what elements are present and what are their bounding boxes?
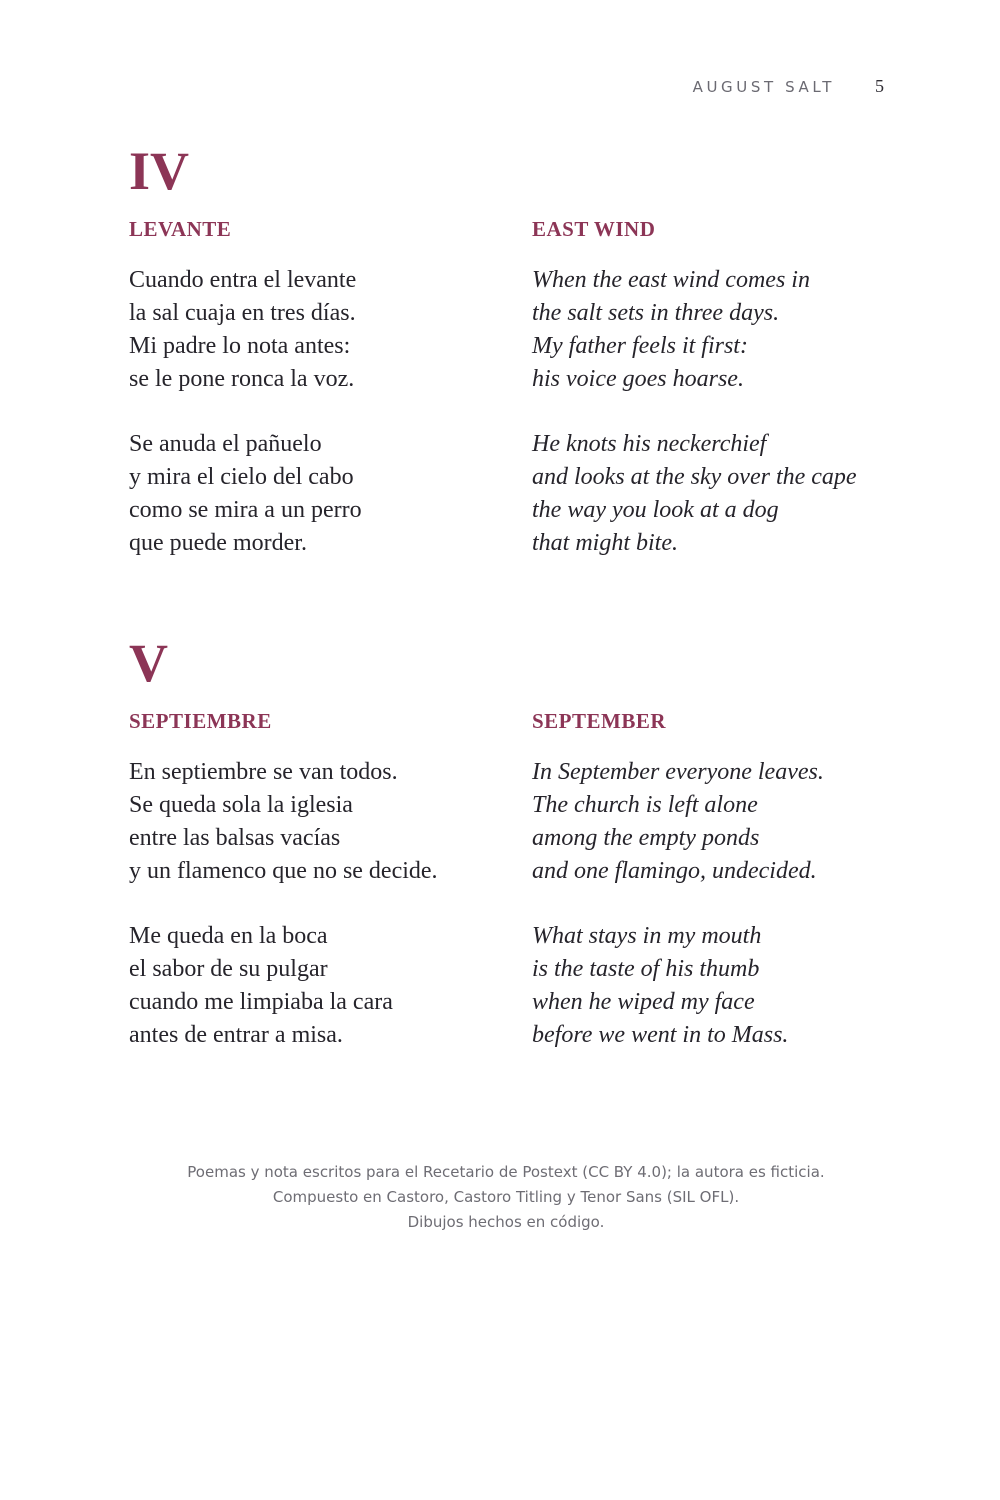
colophon-line: Compuesto en Castoro, Castoro Titling y Tenor Sans (SIL OFL).: [272, 1188, 740, 1206]
page-number: 5: [875, 76, 884, 96]
poem-section-v: [129, 632, 889, 1084]
translation-column: [532, 708, 889, 1084]
verse-line: among the empty ponds: [532, 825, 760, 851]
verse-line: y un flamenco que no se decide.: [129, 858, 438, 884]
stanza: [129, 428, 532, 560]
verse-line: When the east wind comes in: [532, 267, 810, 293]
stanza: [129, 920, 532, 1052]
stanza: [532, 920, 889, 1052]
verse-line: The church is left alone: [532, 792, 758, 818]
verse-line: como se mira a un perro: [129, 497, 362, 523]
verse-line: the salt sets in three days.: [532, 300, 780, 326]
verse-line: before we went in to Mass.: [532, 1022, 789, 1048]
stanza: [129, 756, 532, 888]
colophon: [0, 1160, 1000, 1235]
stanza: [129, 264, 532, 396]
poem-title: SEPTEMBER: [532, 709, 667, 733]
verse-line: Se queda sola la iglesia: [129, 792, 353, 818]
running-title: AUGUST SALT: [692, 78, 835, 96]
verse-line: He knots his neckerchief: [532, 431, 767, 457]
verse-line: y mira el cielo del cabo: [129, 464, 354, 490]
section-numeral: V: [129, 633, 168, 693]
poem-section-iv: [129, 140, 889, 592]
verse-line: My father feels it first:: [532, 333, 748, 359]
verse-line: Se anuda el pañuelo: [129, 431, 322, 457]
verse-line: que puede morder.: [129, 530, 307, 556]
verse-line: cuando me limpiaba la cara: [129, 989, 393, 1015]
poem-columns: [129, 216, 889, 592]
verse-line: Me queda en la boca: [129, 923, 328, 949]
verse-line: se le pone ronca la voz.: [129, 366, 355, 392]
stanza: [532, 428, 889, 560]
section-numeral: IV: [129, 141, 190, 201]
colophon-line: Dibujos hechos en código.: [407, 1213, 605, 1231]
original-column: [129, 708, 532, 1084]
verse-line: En septiembre se van todos.: [129, 759, 398, 785]
verse-line: antes de entrar a misa.: [129, 1022, 343, 1048]
verse-line: entre las balsas vacías: [129, 825, 341, 851]
verse-line: la sal cuaja en tres días.: [129, 300, 356, 326]
verse-line: his voice goes hoarse.: [532, 366, 744, 392]
verse-line: Cuando entra el levante: [129, 267, 357, 293]
verse-line: is the taste of his thumb: [532, 956, 760, 982]
verse-line: and one flamingo, undecided.: [532, 858, 817, 884]
running-head: [693, 76, 884, 97]
verse-line: that might bite.: [532, 530, 678, 556]
stanza: [532, 756, 889, 888]
verse-line: when he wiped my face: [532, 989, 755, 1015]
poem-title: LEVANTE: [129, 217, 232, 241]
poem-columns: [129, 708, 889, 1084]
poem-title: EAST WIND: [532, 217, 656, 241]
stanza: [532, 264, 889, 396]
verse-line: Mi padre lo nota antes:: [129, 333, 351, 359]
verse-line: the way you look at a dog: [532, 497, 779, 523]
translation-column: [532, 216, 889, 592]
original-column: [129, 216, 532, 592]
colophon-line: Poemas y nota escritos para el Recetario de Postext (CC BY 4.0); la autora es ficticia.: [187, 1163, 825, 1181]
verse-line: and looks at the sky over the cape: [532, 464, 857, 490]
verse-line: What stays in my mouth: [532, 923, 762, 949]
poem-title: SEPTIEMBRE: [129, 709, 272, 733]
verse-line: In September everyone leaves.: [532, 759, 824, 785]
verse-line: el sabor de su pulgar: [129, 956, 328, 982]
